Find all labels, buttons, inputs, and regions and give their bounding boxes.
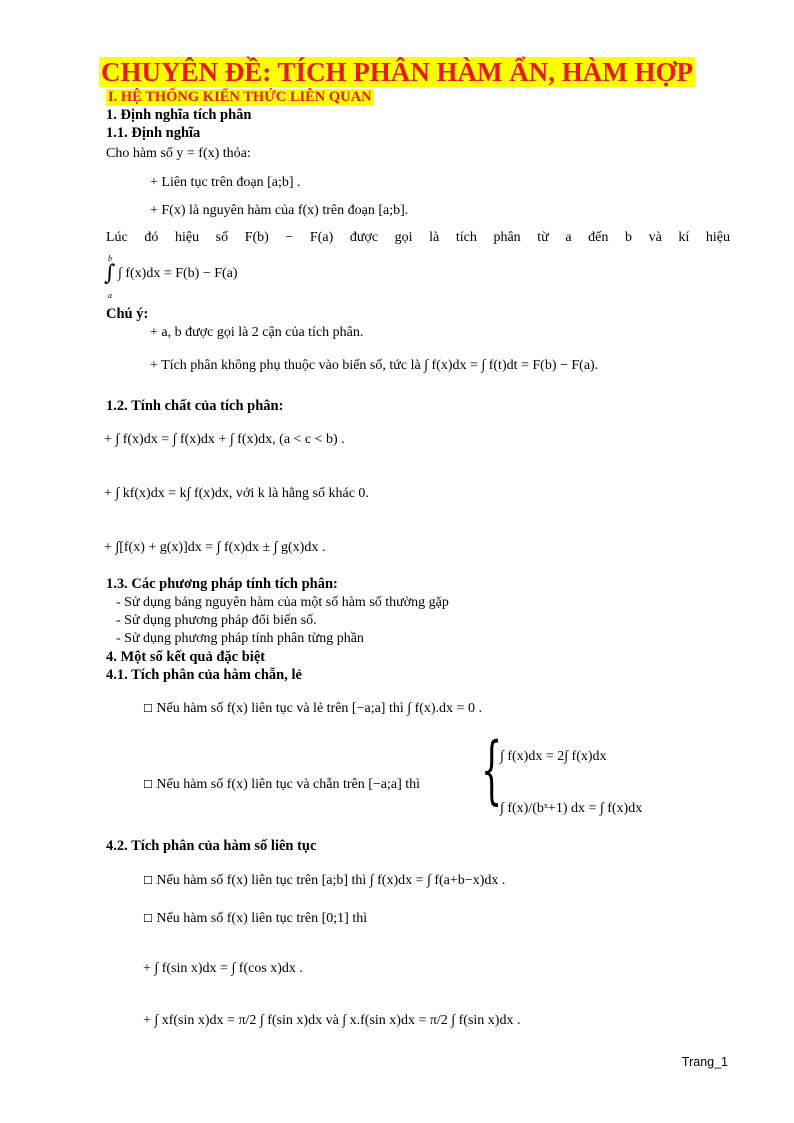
heading-1-2: 1.2. Tính chất của tích phân:: [106, 398, 284, 414]
left-brace: {: [481, 727, 503, 813]
note-line-2: + Tích phân không phụ thuộc vào biến số, tức là ∫ f(x)dx = ∫ f(t)dt = F(b) − F(a).: [150, 358, 599, 373]
result-continuous: [143, 873, 505, 889]
prop-2: + ∫ kf(x)dx = k∫ f(x)dx, với k là hằng số khác 0.: [104, 486, 369, 501]
def-line-4: Lúc đó hiệu số F(b) − F(a) được gọi là tích phân từ a đến b và kí hiệu: [106, 230, 730, 245]
result-unit-interval-text: Nếu hàm số f(x) liên tục trên [0;1] thì: [156, 911, 368, 926]
method-2: - Sử dụng phương pháp đổi biến số.: [116, 613, 317, 628]
lower-limit: a: [108, 291, 112, 300]
result-x-sin: + ∫ xf(sin x)dx = π/2 ∫ f(sin x)dx và ∫ x.f(sin x)dx = π/2 ∫ f(sin x)dx .: [143, 1013, 521, 1028]
def-line-1-text: Cho hàm số y = f(x) thỏa:: [106, 146, 251, 161]
def-line-5: ∫ f(x)dx = F(b) − F(a): [118, 266, 238, 281]
section-heading: I. HỆ THỐNG KIẾN THỨC LIÊN QUAN: [108, 89, 372, 105]
result-even-eq-2: ∫ f(x)/(bˣ+1) dx = ∫ f(x)dx: [500, 801, 643, 816]
checkbox-bullet-icon: ☐: [143, 702, 153, 715]
note-line-1: + a, b được gọi là 2 cận của tích phân.: [150, 325, 364, 340]
heading-4: 4. Một số kết quả đặc biệt: [106, 649, 266, 665]
prop-1: + ∫ f(x)dx = ∫ f(x)dx + ∫ f(x)dx, (a < c < b) .: [104, 432, 345, 447]
method-1: - Sử dụng bảng nguyên hàm của một số hàm số thường gặp: [116, 595, 449, 610]
checkbox-bullet-icon: ☐: [143, 912, 153, 925]
def-line-3: + F(x) là nguyên hàm của f(x) trên đoạn [a;b].: [150, 203, 409, 218]
heading-4-1: 4.1. Tích phân của hàm chẵn, lẻ: [106, 667, 302, 683]
result-even-text: Nếu hàm số f(x) liên tục và chẵn trên [−a;a] thì: [156, 777, 421, 792]
def-line-2: + Liên tục trên đoạn [a;b] .: [150, 175, 301, 190]
checkbox-bullet-icon: ☐: [143, 874, 153, 887]
result-unit-interval: [143, 911, 367, 927]
result-odd-text: Nếu hàm số f(x) liên tục và lẻ trên [−a;a] thì ∫ f(x).dx = 0 .: [156, 701, 482, 716]
checkbox-bullet-icon: ☐: [143, 778, 153, 791]
heading-1-3: 1.3. Các phương pháp tính tích phân:: [106, 576, 338, 592]
result-odd: [143, 701, 482, 717]
result-continuous-text: Nếu hàm số f(x) liên tục trên [a;b] thì ∫ f(x)dx = ∫ f(a+b−x)dx .: [156, 873, 506, 888]
method-3: - Sử dụng phương pháp tính phân từng phần: [116, 631, 364, 646]
page-number: Trang_1: [681, 1055, 728, 1069]
heading-1-1: 1.1. Định nghĩa: [106, 125, 201, 141]
note-title: Chú ý:: [106, 306, 149, 322]
upper-limit: b: [108, 254, 112, 263]
result-even-eq-1: ∫ f(x)dx = 2∫ f(x)dx: [500, 749, 607, 764]
result-even: [143, 777, 420, 793]
heading-4-2: 4.2. Tích phân của hàm số liên tục: [106, 838, 317, 854]
page-title: CHUYÊN ĐỀ: TÍCH PHÂN HÀM ẨN, HÀM HỢP: [101, 57, 693, 87]
def-line-1: [106, 146, 251, 162]
heading-definition: 1. Định nghĩa tích phân: [106, 107, 252, 123]
result-sin-cos: + ∫ f(sin x)dx = ∫ f(cos x)dx .: [143, 961, 303, 976]
integral-sign: ∫: [104, 261, 116, 286]
prop-3: + ∫[f(x) + g(x)]dx = ∫ f(x)dx ± ∫ g(x)dx .: [104, 540, 326, 555]
